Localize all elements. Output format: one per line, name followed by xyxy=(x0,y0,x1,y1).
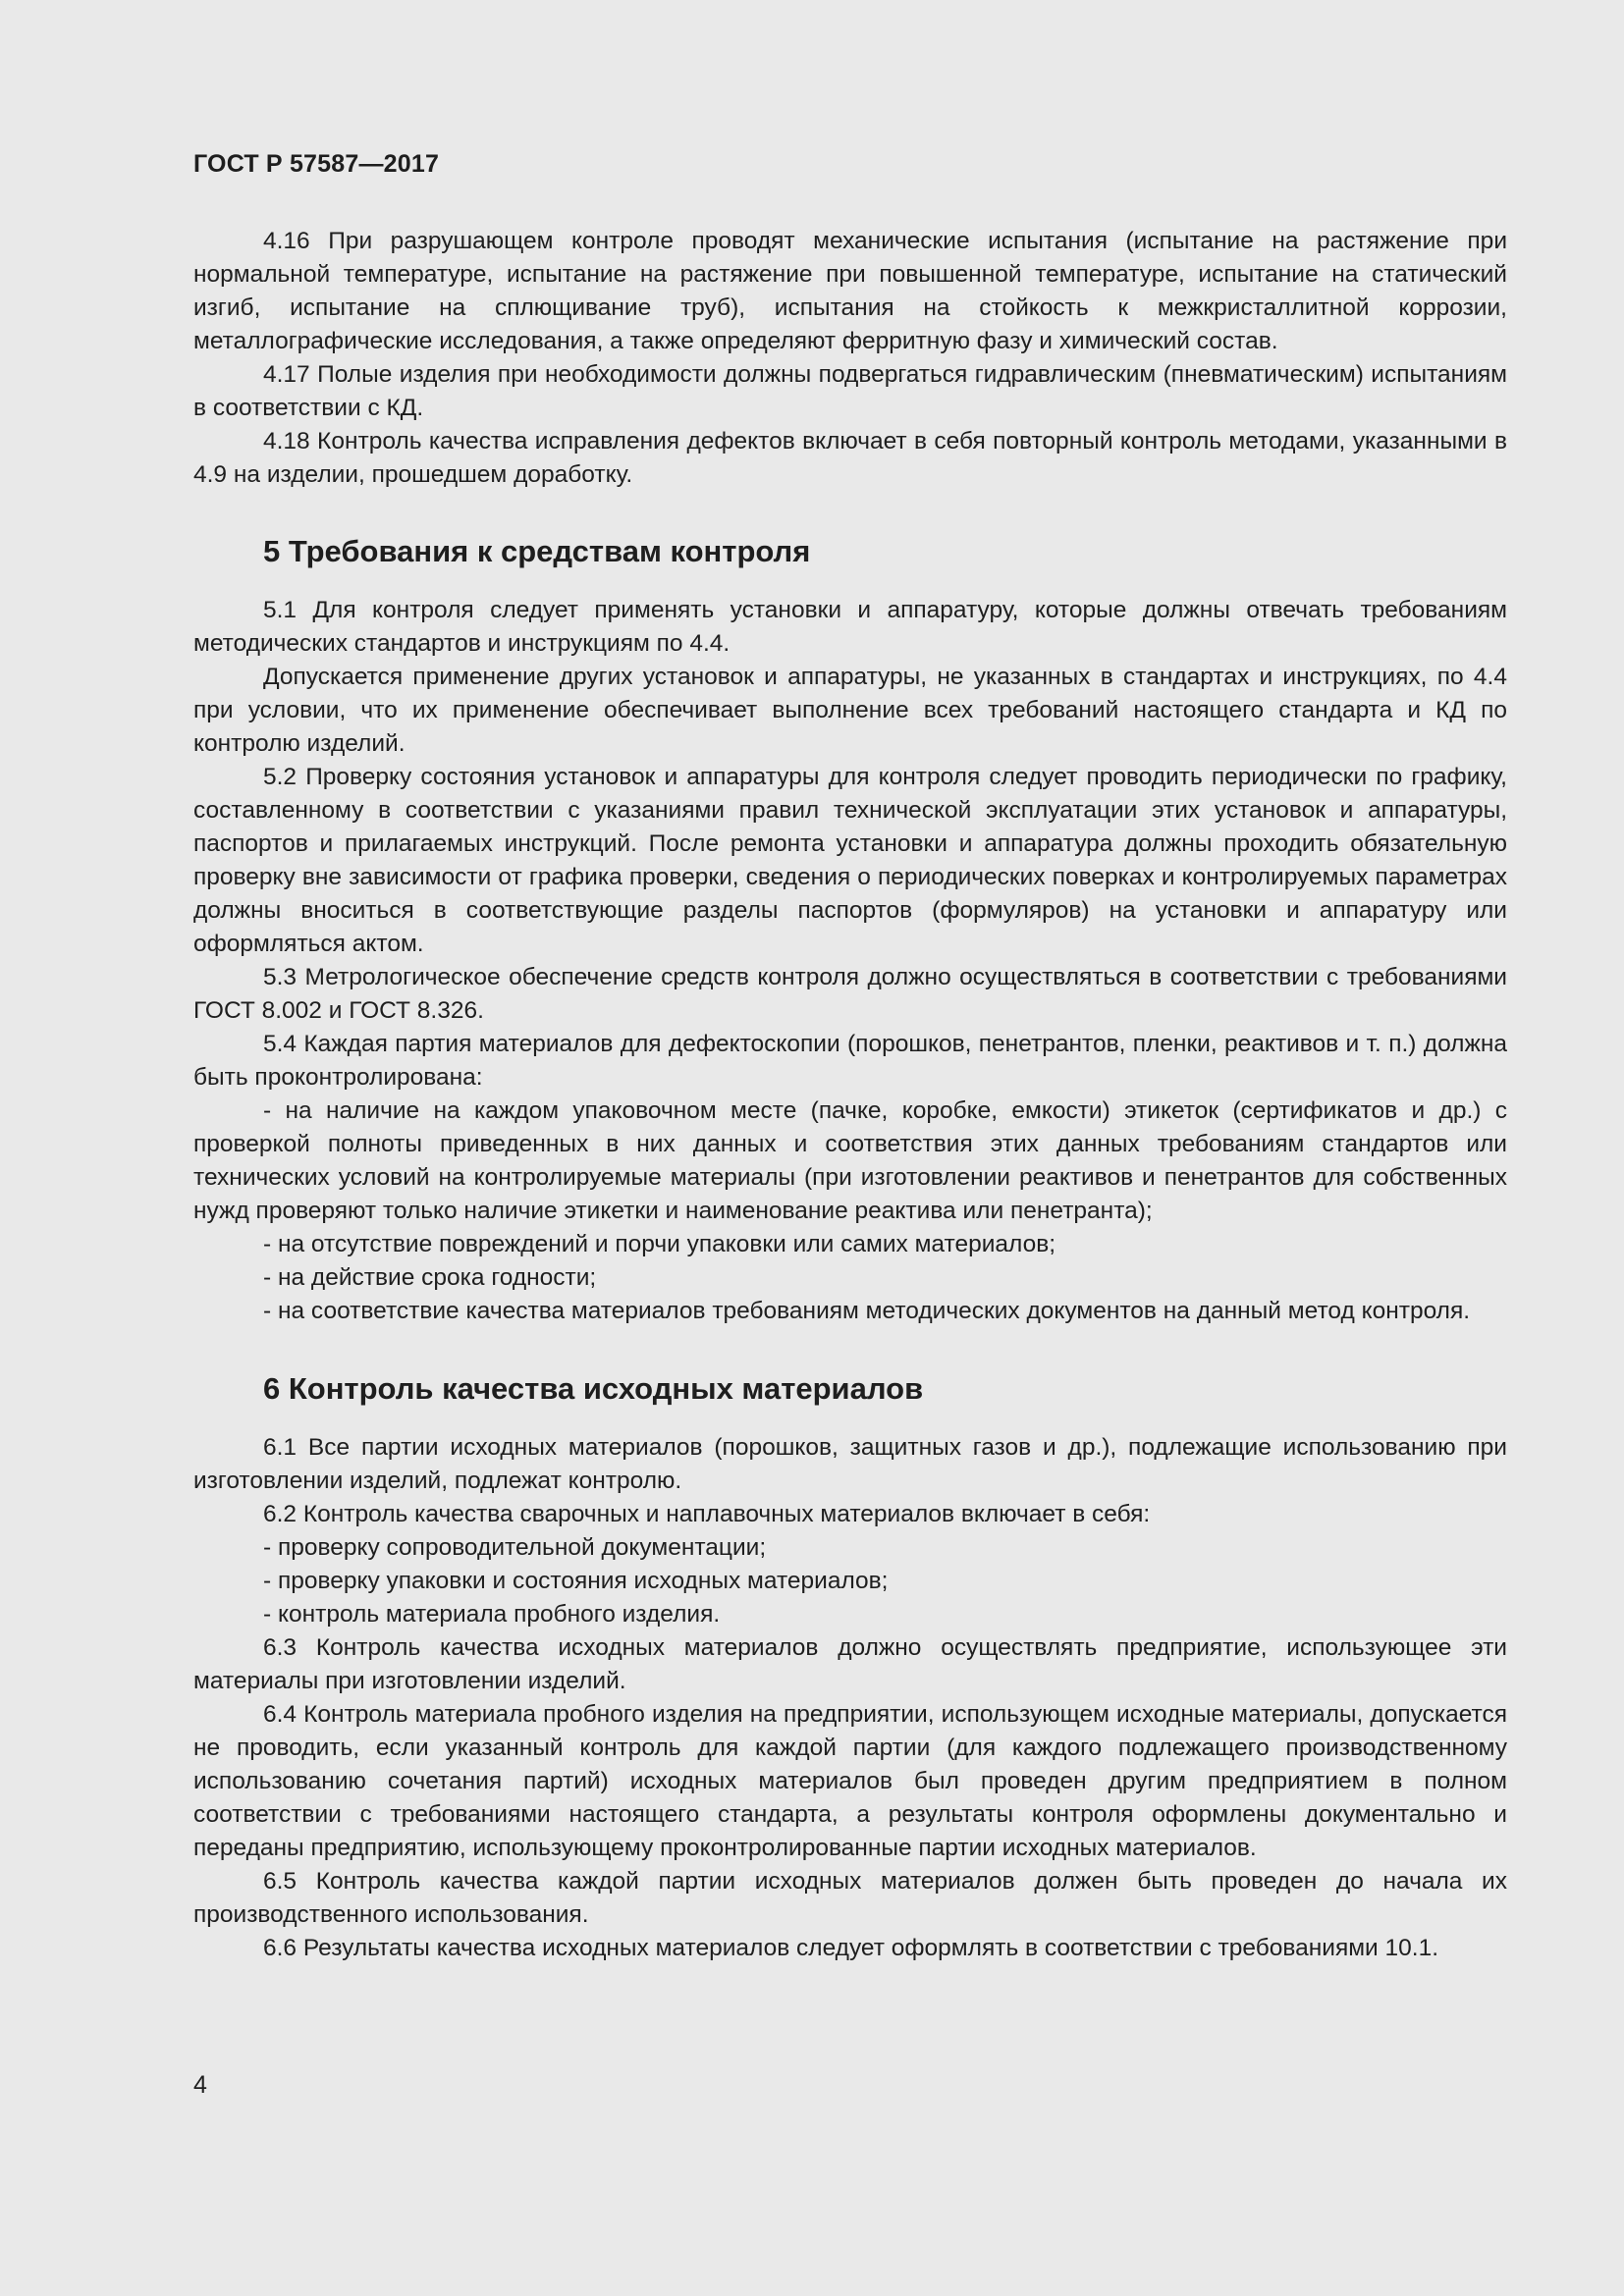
document-body xyxy=(193,225,1507,1965)
paragraph-6-6: 6.6 Результаты качества исходных материалов следует оформлять в соответствии с требованиями 10.1. xyxy=(263,1935,1439,1961)
paragraph-6-3: 6.3 Контроль качества исходных материалов должно осуществлять предприятие, использующее эти материалы при изготовлении изделий. xyxy=(193,1634,1507,1694)
list-item-5-4-shelf-life: - на действие срока годности; xyxy=(263,1264,597,1291)
paragraph-6-2: 6.2 Контроль качества сварочных и наплавочных материалов включает в себя: xyxy=(263,1501,1151,1527)
paragraph-4-17: 4.17 Полые изделия при необходимости должны подвергаться гидравлическим (пневматическим) испытаниям в соответствии с КД. xyxy=(193,361,1507,421)
list-item-5-4-quality: - на соответствие качества материалов требованиям методических документов на данный метод контроля. xyxy=(263,1298,1471,1324)
paragraph-5-1-continued: Допускается применение других установок и аппаратуры, не указанных в стандартах и инструкциях, по 4.4 при условии, что их применение обеспечивает выполнение всех требований настоящего стандарта и КД по контролю изделий. xyxy=(193,664,1507,757)
list-item-6-2-sample: - контроль материала пробного изделия. xyxy=(263,1601,721,1628)
section-5-heading: 5 Требования к средствам контроля xyxy=(263,534,811,568)
list-item-5-4-packaging: - на отсутствие повреждений и порчи упаковки или самих материалов; xyxy=(263,1231,1056,1257)
paragraph-5-4: 5.4 Каждая партия материалов для дефектоскопии (порошков, пенетрантов, пленки, реактивов и т. п.) должна быть проконтролирована: xyxy=(193,1031,1507,1091)
paragraph-5-2: 5.2 Проверку состояния установок и аппаратуры для контроля следует проводить периодически по графику, составленному в соответствии с указаниями правил технической эксплуатации этих установок и аппаратуры, паспортов и прилагаемых инструкций. После ремонта установки и аппаратура должны проходить обязательную проверку вне зависимости от графика проверки, сведения о периодических поверках и контролируемых параметрах должны вноситься в соответствующие разделы паспортов (формуляров) на установки и аппаратуру или оформляться актом. xyxy=(193,764,1507,957)
paragraph-5-3: 5.3 Метрологическое обеспечение средств контроля должно осуществляться в соответствии с требованиями ГОСТ 8.002 и ГОСТ 8.326. xyxy=(193,964,1507,1024)
document-header: ГОСТ Р 57587—2017 xyxy=(193,150,440,178)
paragraph-6-5: 6.5 Контроль качества каждой партии исходных материалов должен быть проведен до начала их производственного использования. xyxy=(193,1868,1507,1928)
list-item-6-2-packaging: - проверку упаковки и состояния исходных материалов; xyxy=(263,1568,889,1594)
paragraph-4-16: 4.16 При разрушающем контроле проводят механические испытания (испытание на растяжение при нормальной температуре, испытание на растяжение при повышенной температуре, испытание на статический изгиб, испытание на сплющивание труб), испытания на стойкость к межкристаллитной коррозии, металлографические исследования, а также определяют ферритную фазу и химический состав. xyxy=(193,228,1507,354)
section-6-heading: 6 Контроль качества исходных материалов xyxy=(263,1371,924,1406)
list-item-5-4-labels: - на наличие на каждом упаковочном месте (пачке, коробке, емкости) этикеток (сертификатов и др.) с проверкой полноты приведенных в них данных и соответствия этих данных требованиям стандартов или технических условий на контролируемые материалы (при изготовлении реактивов и пенетрантов для собственных нужд проверяют только наличие этикетки и наименование реактива или пенетранта); xyxy=(193,1097,1507,1224)
list-item-6-2-docs: - проверку сопроводительной документации; xyxy=(263,1534,767,1561)
paragraph-6-4: 6.4 Контроль материала пробного изделия на предприятии, использующем исходные материалы, допускается не проводить, если указанный контроль для каждой партии (для каждого подлежащего производственному использованию сочетания партий) исходных материалов был проведен другим предприятием в полном соответствии с требованиями настоящего стандарта, а результаты контроля оформлены документально и переданы предприятию, использующему проконтролированные партии исходных материалов. xyxy=(193,1701,1507,1861)
page-number: 4 xyxy=(193,2071,207,2099)
paragraph-5-1: 5.1 Для контроля следует применять установки и аппаратуру, которые должны отвечать требованиям методических стандартов и инструкциям по 4.4. xyxy=(193,597,1507,657)
paragraph-4-18: 4.18 Контроль качества исправления дефектов включает в себя повторный контроль методами, указанными в 4.9 на изделии, прошедшем доработку. xyxy=(193,428,1507,488)
paragraph-6-1: 6.1 Все партии исходных материалов (порошков, защитных газов и др.), подлежащие использованию при изготовлении изделий, подлежат контролю. xyxy=(193,1434,1507,1494)
